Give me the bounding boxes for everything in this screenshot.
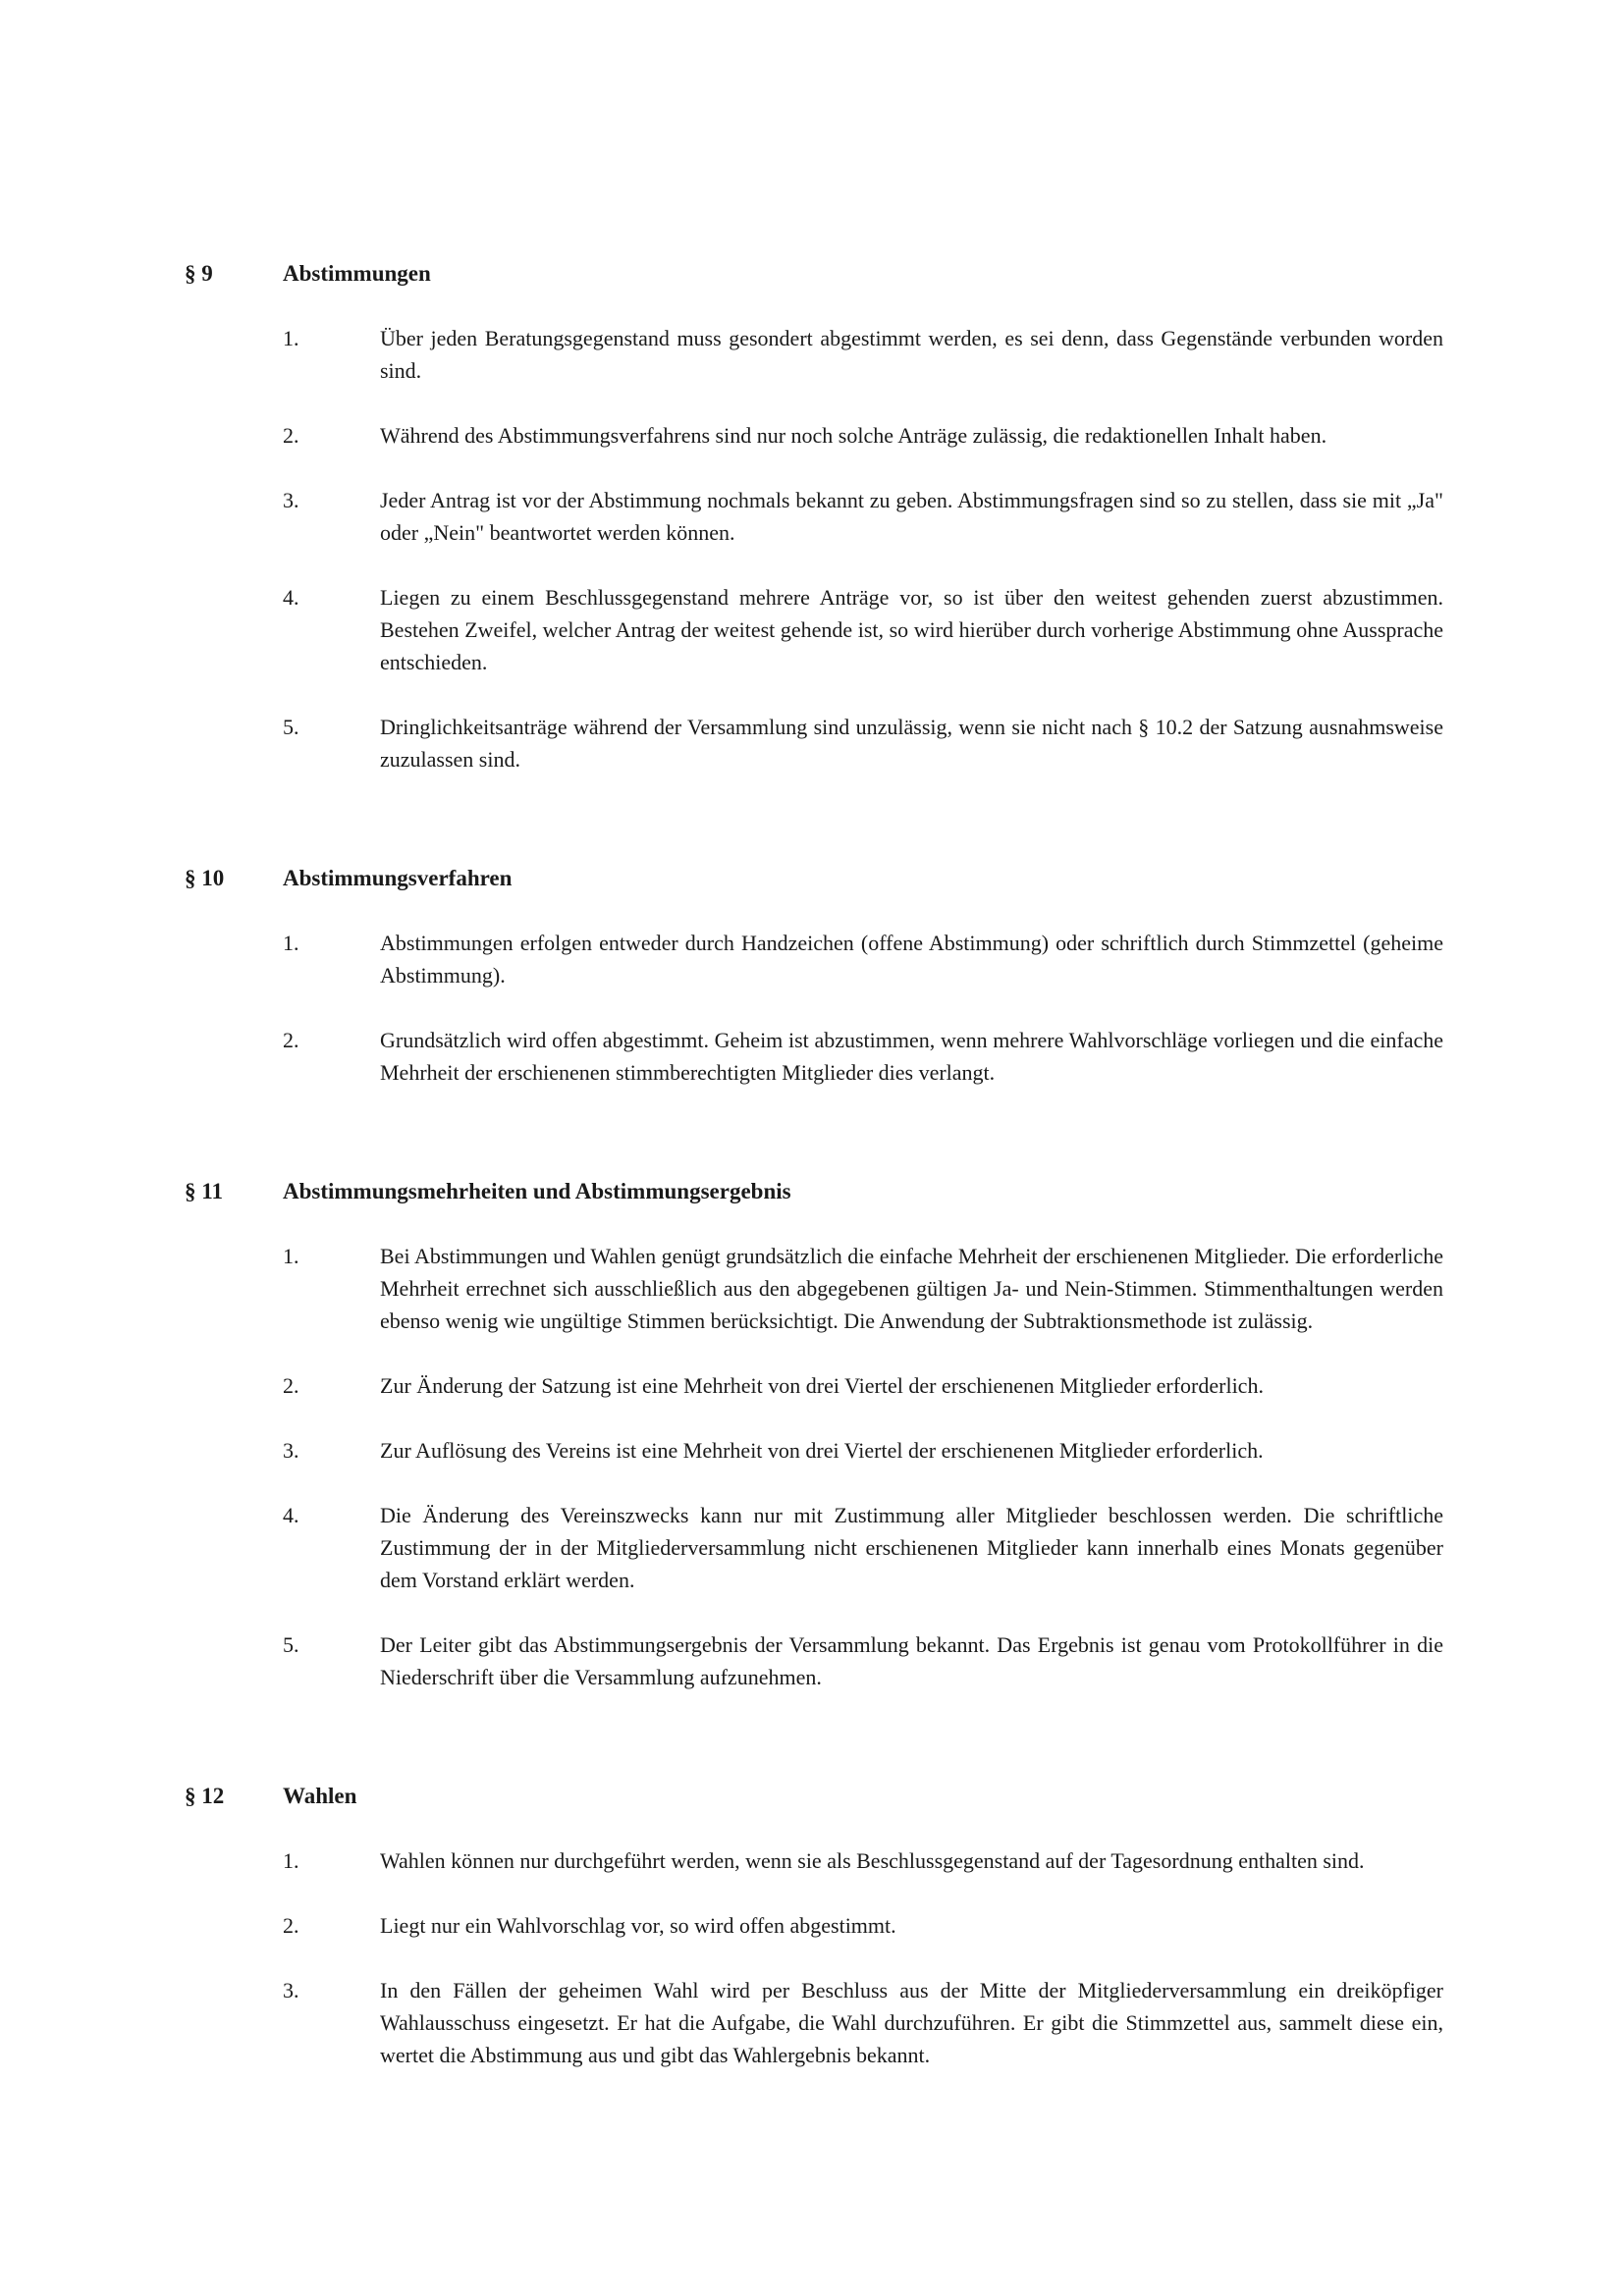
list-item <box>185 927 1443 991</box>
list-item <box>185 581 1443 678</box>
item-text: Jeder Antrag ist vor der Abstimmung nochmals bekannt zu geben. Abstimmungsfragen sind so zu stellen, dass sie mit „Ja" oder „Nein" beantwortet werden können. <box>380 488 1443 545</box>
list-item <box>185 484 1443 549</box>
item-number: 2. <box>283 1373 299 1398</box>
section-12 <box>185 1780 1443 2071</box>
item-number: 2. <box>283 1028 299 1052</box>
list-item <box>185 1024 1443 1089</box>
item-number: 5. <box>283 715 299 739</box>
item-text: Während des Abstimmungsverfahrens sind nur noch solche Anträge zulässig, die redaktionellen Inhalt haben. <box>380 423 1327 448</box>
section-number: § 10 <box>185 866 225 890</box>
section-title: Abstimmungsmehrheiten und Abstimmungsergebnis <box>283 1179 791 1203</box>
list-item <box>185 1629 1443 1693</box>
item-text: In den Fällen der geheimen Wahl wird per Beschluss aus der Mitte der Mitgliederversammlung ein dreiköpfiger Wahlausschuss eingesetzt. Er hat die Aufgabe, die Wahl durchzuführen. Er gibt die Stimmzettel aus, sammelt diese ein, wertet die Abstimmung aus und gibt das Wahlergebnis bekannt. <box>380 1978 1443 2067</box>
item-number: 1. <box>283 1244 299 1268</box>
item-text: Über jeden Beratungsgegenstand muss gesondert abgestimmt werden, es sei denn, dass Gegenstände verbunden worden sind. <box>380 326 1443 383</box>
section-title: Abstimmungsverfahren <box>283 866 513 890</box>
list-item <box>185 1434 1443 1467</box>
list-item <box>185 1974 1443 2071</box>
item-number: 5. <box>283 1632 299 1657</box>
item-number: 2. <box>283 1913 299 1938</box>
list-item <box>185 322 1443 387</box>
item-number: 1. <box>283 326 299 350</box>
section-11 <box>185 1175 1443 1693</box>
list-item <box>185 1844 1443 1877</box>
section-heading <box>185 862 1443 894</box>
item-text: Liegt nur ein Wahlvorschlag vor, so wird offen abgestimmt. <box>380 1913 896 1938</box>
list-item <box>185 1499 1443 1596</box>
item-text: Abstimmungen erfolgen entweder durch Handzeichen (offene Abstimmung) oder schriftlich durch Stimmzettel (geheime Abstimmung). <box>380 931 1443 988</box>
list-item <box>185 711 1443 775</box>
section-number: § 11 <box>185 1179 223 1203</box>
item-text: Zur Änderung der Satzung ist eine Mehrheit von drei Viertel der erschienenen Mitglieder erforderlich. <box>380 1373 1264 1398</box>
list-item <box>185 419 1443 452</box>
item-number: 3. <box>283 1978 299 2002</box>
item-text: Zur Auflösung des Vereins ist eine Mehrheit von drei Viertel der erschienenen Mitglieder erforderlich. <box>380 1438 1264 1463</box>
item-text: Die Änderung des Vereinszwecks kann nur mit Zustimmung aller Mitglieder beschlossen werden. Die schriftliche Zustimmung der in der Mitgliederversammlung nicht erschienenen Mitglieder kann innerhalb eines Monats gegenüber dem Vorstand erklärt werden. <box>380 1503 1443 1592</box>
section-number: § 9 <box>185 261 213 286</box>
item-number: 3. <box>283 1438 299 1463</box>
item-text: Wahlen können nur durchgeführt werden, wenn sie als Beschlussgegenstand auf der Tagesordnung enthalten sind. <box>380 1848 1365 1873</box>
item-number: 2. <box>283 423 299 448</box>
section-heading <box>185 257 1443 290</box>
section-10 <box>185 862 1443 1089</box>
item-number: 1. <box>283 931 299 955</box>
item-number: 1. <box>283 1848 299 1873</box>
item-text: Grundsätzlich wird offen abgestimmt. Geheim ist abzustimmen, wenn mehrere Wahlvorschläge vorliegen und die einfache Mehrheit der erschienenen stimmberechtigten Mitglieder dies verlangt. <box>380 1028 1443 1085</box>
section-title: Wahlen <box>283 1784 357 1808</box>
section-heading <box>185 1780 1443 1812</box>
list-item <box>185 1369 1443 1402</box>
item-text: Dringlichkeitsanträge während der Versammlung sind unzulässig, wenn sie nicht nach § 10.2 der Satzung ausnahmsweise zuzulassen sind. <box>380 715 1443 772</box>
item-text: Bei Abstimmungen und Wahlen genügt grundsätzlich die einfache Mehrheit der erschienenen Mitglieder. Die erforderliche Mehrheit errechnet sich ausschließlich aus den abgegebenen gültigen Ja- und Nein-Stimmen. Stimmenthaltungen werden ebenso wenig wie ungültige Stimmen berücksichtigt. Die Anwendung der Subtraktionsmethode ist zulässig. <box>380 1244 1443 1333</box>
section-9 <box>185 257 1443 775</box>
item-number: 4. <box>283 1503 299 1527</box>
section-title: Abstimmungen <box>283 261 431 286</box>
document-body <box>185 257 1443 2158</box>
list-item <box>185 1240 1443 1337</box>
item-text: Der Leiter gibt das Abstimmungsergebnis der Versammlung bekannt. Das Ergebnis ist genau vom Protokollführer in die Niederschrift über die Versammlung aufzunehmen. <box>380 1632 1443 1689</box>
section-heading <box>185 1175 1443 1207</box>
item-number: 3. <box>283 488 299 512</box>
section-number: § 12 <box>185 1784 225 1808</box>
list-item <box>185 1909 1443 1942</box>
item-number: 4. <box>283 585 299 610</box>
item-text: Liegen zu einem Beschlussgegenstand mehrere Anträge vor, so ist über den weitest gehenden zuerst abzustimmen. Bestehen Zweifel, welcher Antrag der weitest gehende ist, so wird hierüber durch vorherige Abstimmung ohne Aussprache entschieden. <box>380 585 1443 674</box>
